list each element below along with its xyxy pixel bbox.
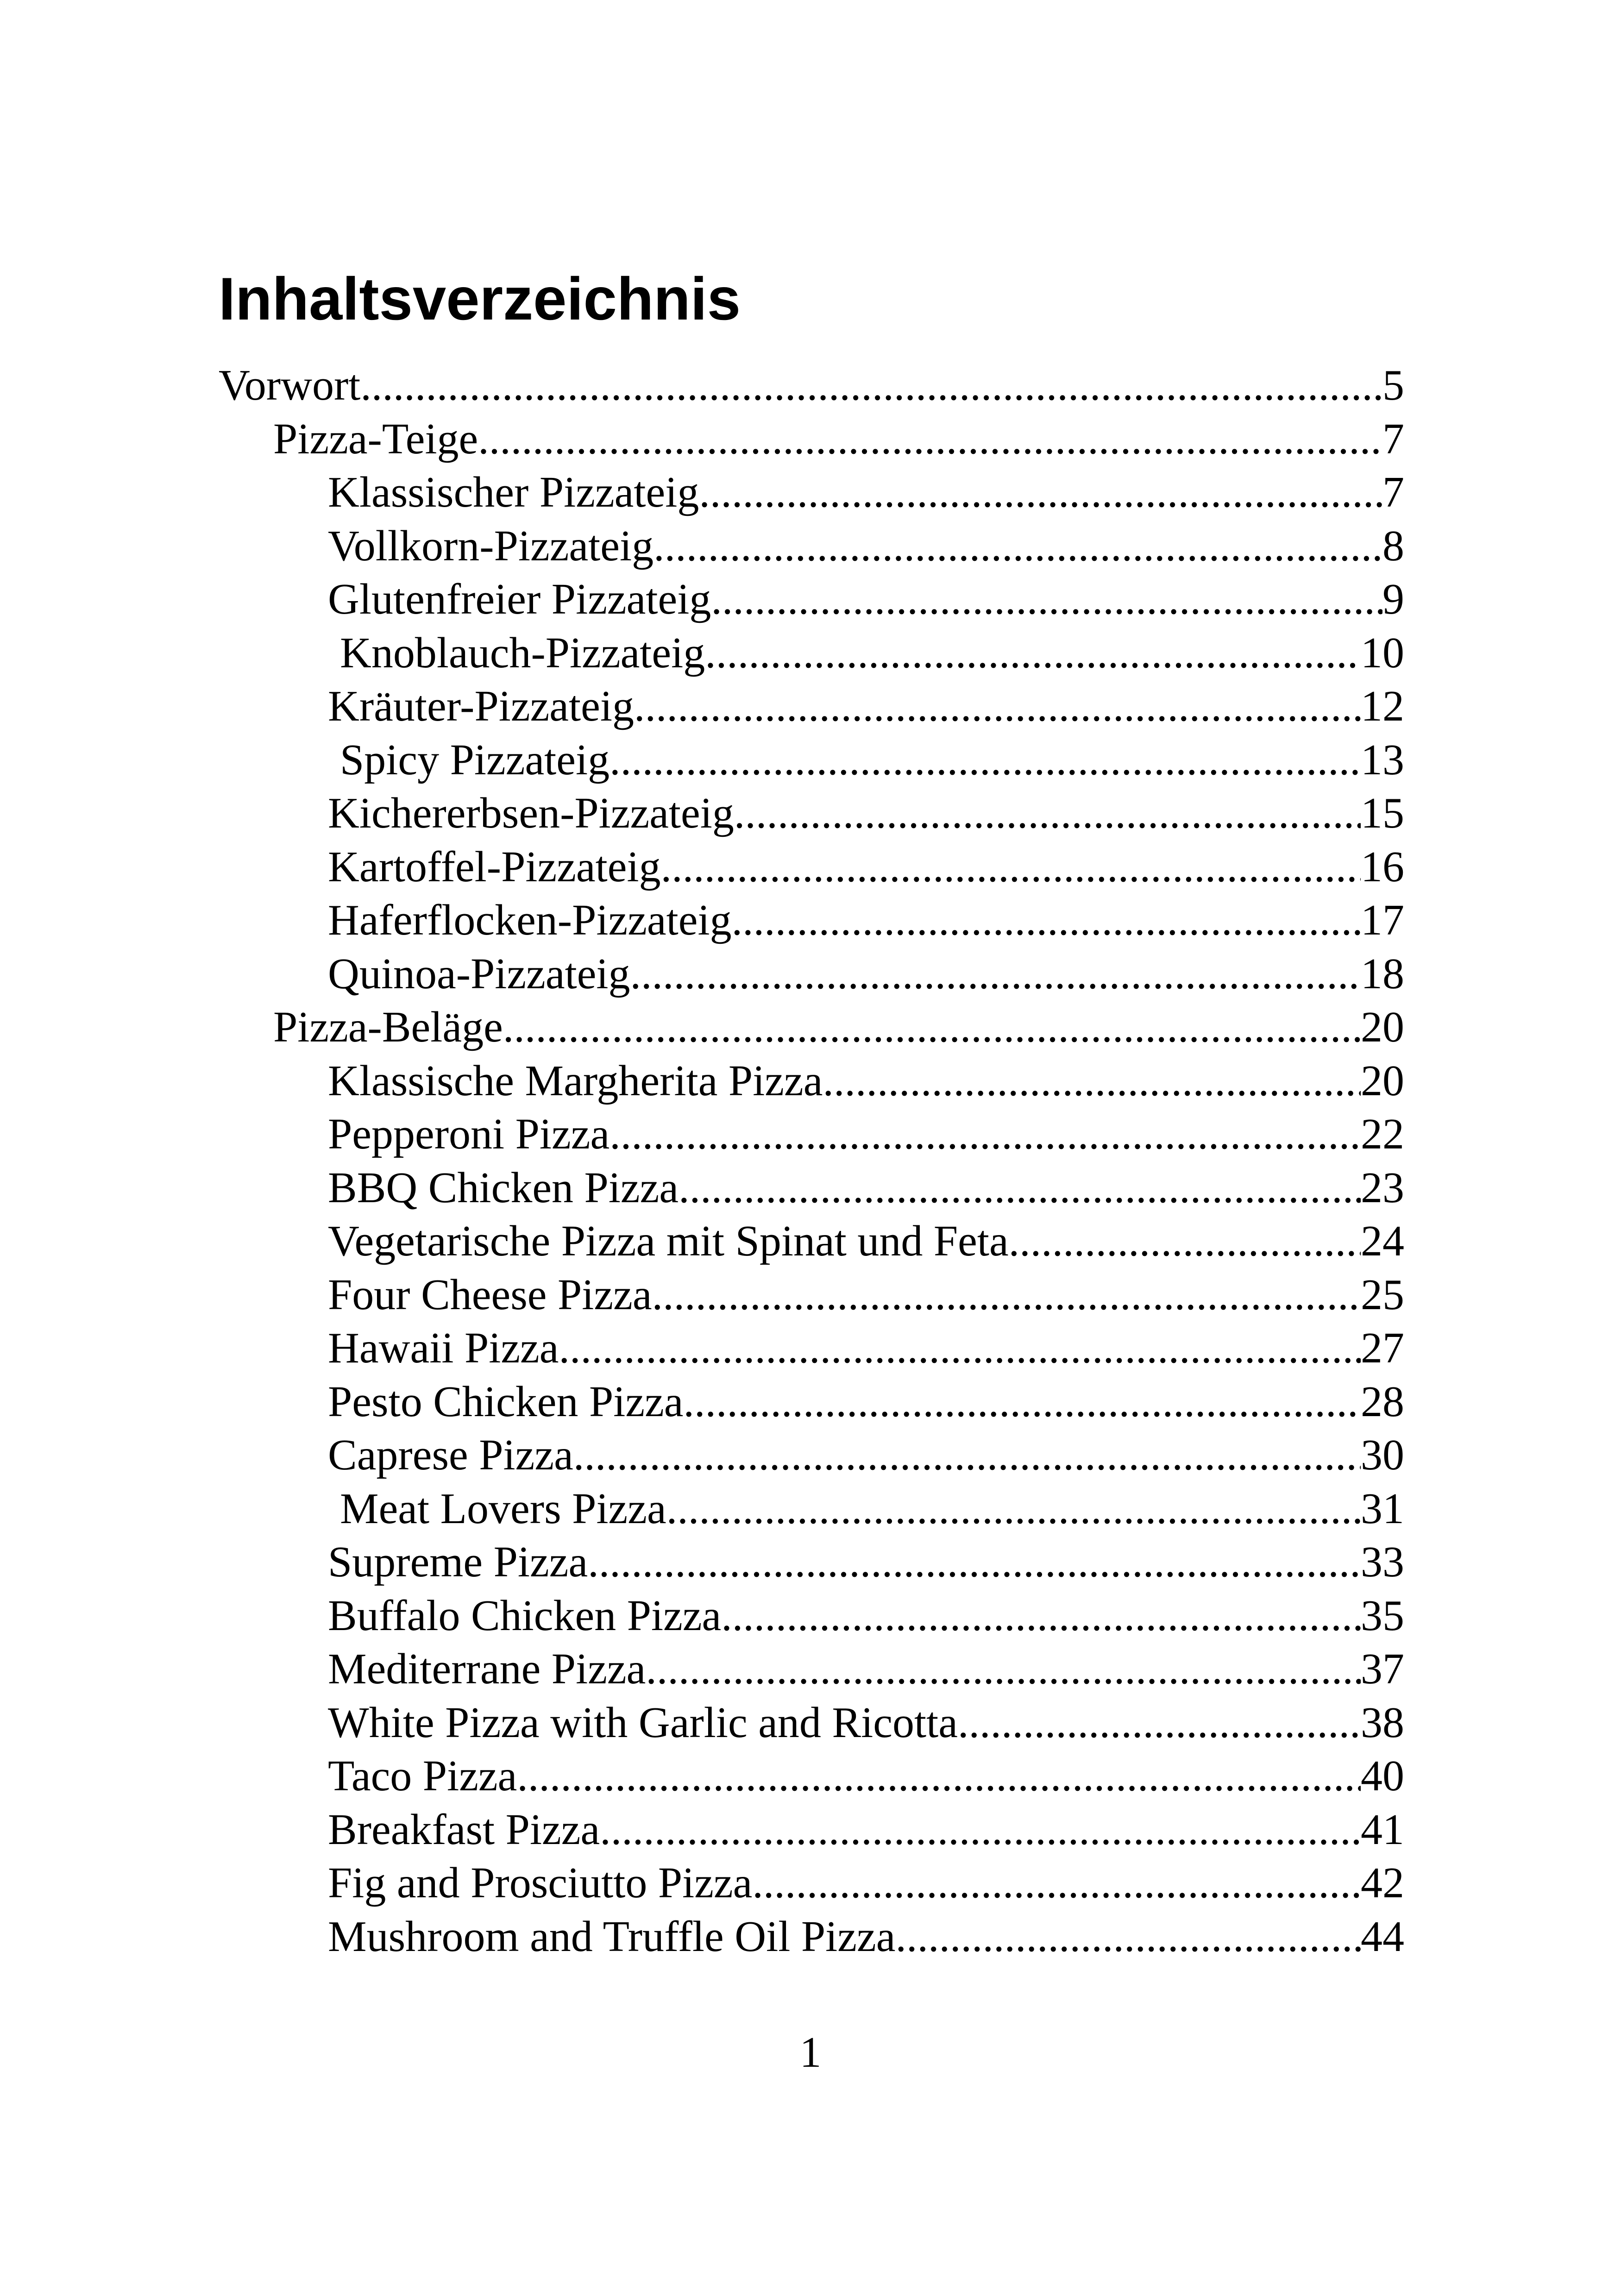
toc-entry-label: Buffalo Chicken Pizza <box>328 1591 722 1640</box>
toc-entry-label: Pepperoni Pizza <box>328 1110 610 1158</box>
toc-entry-page-number: 18 <box>1361 949 1404 998</box>
toc-entry-label: BBQ Chicken Pizza <box>328 1163 679 1212</box>
toc-entry[interactable] <box>219 1803 1404 1857</box>
toc-dot-leader <box>600 1803 1361 1857</box>
toc-entry-label: Mushroom and Truffle Oil Pizza <box>328 1912 896 1961</box>
toc-entry-page-number: 8 <box>1382 521 1404 570</box>
toc-entry-label: Four Cheese Pizza <box>328 1270 652 1319</box>
toc-entry-page-number: 37 <box>1361 1645 1404 1693</box>
page-number: 1 <box>799 2028 822 2076</box>
toc-entry-page-number: 9 <box>1382 575 1404 623</box>
toc-entry-page-number: 28 <box>1361 1377 1404 1426</box>
toc-dot-leader <box>478 413 1382 466</box>
toc-entry-label: Pizza-Teige <box>273 414 478 463</box>
toc-entry[interactable] <box>219 1589 1404 1643</box>
toc-dot-leader <box>634 680 1361 734</box>
toc-entry-label: Kichererbsen-Pizzateig <box>328 789 734 837</box>
toc-entry-page-number: 25 <box>1361 1270 1404 1319</box>
toc-entry-label: Vollkorn-Pizzateig <box>328 521 654 570</box>
toc-dot-leader <box>630 947 1361 1001</box>
toc-entry[interactable] <box>219 734 1404 787</box>
toc-entry-page-number: 10 <box>1361 628 1404 677</box>
toc-entry-label: Hawaii Pizza <box>328 1324 559 1372</box>
toc-entry[interactable] <box>219 1375 1404 1429</box>
toc-entry-page-number: 40 <box>1361 1752 1404 1800</box>
toc-entry-label: Meat Lovers Pizza <box>340 1484 666 1533</box>
toc-entry[interactable] <box>219 1322 1404 1375</box>
toc-dot-leader <box>752 1857 1361 1910</box>
toc-entry[interactable] <box>219 1108 1404 1161</box>
toc-entry[interactable] <box>219 359 1404 413</box>
toc-entry[interactable] <box>219 1054 1404 1108</box>
toc-entry-page-number: 20 <box>1361 1003 1404 1051</box>
toc-dot-leader <box>661 841 1361 894</box>
toc-entry[interactable] <box>219 520 1404 573</box>
toc-entry[interactable] <box>219 1750 1404 1803</box>
toc-entry-page-number: 22 <box>1361 1110 1404 1158</box>
toc-entry[interactable] <box>219 787 1404 841</box>
toc-entry-page-number: 35 <box>1361 1591 1404 1640</box>
toc-entry[interactable] <box>219 1643 1404 1696</box>
toc-dot-leader <box>823 1054 1361 1108</box>
toc-entry[interactable] <box>219 1215 1404 1268</box>
toc-entry-page-number: 42 <box>1361 1859 1404 1907</box>
toc-dot-leader <box>679 1161 1361 1215</box>
toc-entry-page-number: 12 <box>1361 682 1404 730</box>
toc-entry-page-number: 17 <box>1361 896 1404 944</box>
toc-entry[interactable] <box>219 1161 1404 1215</box>
toc-entry-label: Pizza-Beläge <box>273 1003 503 1051</box>
toc-entry-page-number: 30 <box>1361 1431 1404 1479</box>
toc-entry-label: Taco Pizza <box>328 1752 517 1800</box>
toc-dot-leader <box>705 627 1361 680</box>
toc-dot-leader <box>609 734 1361 787</box>
toc-entry-label: Glutenfreier Pizzateig <box>328 575 711 623</box>
toc-entry-label: Mediterrane Pizza <box>328 1645 646 1693</box>
toc-entry[interactable] <box>219 1857 1404 1910</box>
toc-entry-label: Pesto Chicken Pizza <box>328 1377 684 1426</box>
toc-entry-page-number: 5 <box>1382 361 1404 409</box>
toc-entry[interactable] <box>219 894 1404 947</box>
toc-entry-label: Klassische Margherita Pizza <box>328 1056 823 1105</box>
toc-entry-label: Fig and Prosciutto Pizza <box>328 1859 753 1907</box>
toc-entry-label: Kartoffel-Pizzateig <box>328 842 661 891</box>
toc-entry-page-number: 24 <box>1361 1217 1404 1265</box>
toc-entry-page-number: 13 <box>1361 735 1404 784</box>
toc-entry-label: Caprese Pizza <box>328 1431 573 1479</box>
toc-entry-page-number: 27 <box>1361 1324 1404 1372</box>
toc-entry-label: Vorwort <box>219 361 361 409</box>
toc-entry[interactable] <box>219 1910 1404 1964</box>
toc-entry[interactable] <box>219 1536 1404 1589</box>
toc-entry-page-number: 7 <box>1382 414 1404 463</box>
toc-dot-leader <box>684 1375 1361 1429</box>
toc-entry-label: Haferflocken-Pizzateig <box>328 896 732 944</box>
toc-dot-leader <box>588 1536 1361 1589</box>
toc-entry[interactable] <box>219 627 1404 680</box>
toc-entry[interactable] <box>219 1001 1404 1054</box>
toc-entry[interactable] <box>219 1696 1404 1750</box>
toc-entry-page-number: 41 <box>1361 1805 1404 1854</box>
toc-dot-leader <box>360 359 1382 413</box>
toc-dot-leader <box>699 466 1382 520</box>
page-title: Inhaltsverzeichnis <box>219 265 741 332</box>
toc-entry[interactable] <box>219 841 1404 894</box>
toc-entry-page-number: 38 <box>1361 1698 1404 1747</box>
toc-entry-page-number: 33 <box>1361 1538 1404 1586</box>
toc-entry-label: Breakfast Pizza <box>328 1805 600 1854</box>
toc-entry-label: Knoblauch-Pizzateig <box>340 628 705 677</box>
toc-entry[interactable] <box>219 466 1404 520</box>
toc-entry-label: Vegetarische Pizza mit Spinat und Feta <box>328 1217 1009 1265</box>
toc-entry[interactable] <box>219 1429 1404 1482</box>
toc-dot-leader <box>573 1429 1361 1482</box>
toc-entry[interactable] <box>219 573 1404 627</box>
toc-entry[interactable] <box>219 947 1404 1001</box>
toc-dot-leader <box>609 1108 1361 1161</box>
toc-dot-leader <box>652 1268 1361 1322</box>
toc-dot-leader <box>958 1696 1361 1750</box>
toc-entry-label: Supreme Pizza <box>328 1538 588 1586</box>
toc-dot-leader <box>503 1001 1361 1054</box>
table-of-contents <box>219 359 1404 1964</box>
toc-dot-leader <box>666 1482 1361 1536</box>
toc-entry-page-number: 23 <box>1361 1163 1404 1212</box>
toc-dot-leader <box>646 1643 1361 1696</box>
toc-entry[interactable] <box>219 413 1404 466</box>
toc-entry[interactable] <box>219 680 1404 734</box>
toc-entry-page-number: 7 <box>1382 468 1404 516</box>
toc-entry-label: Klassischer Pizzateig <box>328 468 699 516</box>
toc-dot-leader <box>653 520 1382 573</box>
toc-entry-page-number: 16 <box>1361 842 1404 891</box>
toc-entry[interactable] <box>219 1482 1404 1536</box>
toc-entry-page-number: 20 <box>1361 1056 1404 1105</box>
toc-dot-leader <box>732 894 1361 947</box>
toc-entry[interactable] <box>219 1268 1404 1322</box>
toc-entry-page-number: 31 <box>1361 1484 1404 1533</box>
toc-entry-page-number: 44 <box>1361 1912 1404 1961</box>
toc-dot-leader <box>734 787 1361 841</box>
toc-entry-label: White Pizza with Garlic and Ricotta <box>328 1698 958 1747</box>
toc-dot-leader <box>559 1322 1361 1375</box>
toc-entry-label: Quinoa-Pizzateig <box>328 949 630 998</box>
toc-dot-leader <box>711 573 1382 627</box>
toc-dot-leader <box>895 1910 1361 1964</box>
toc-entry-label: Spicy Pizzateig <box>340 735 610 784</box>
toc-dot-leader <box>721 1589 1361 1643</box>
toc-dot-leader <box>517 1750 1361 1803</box>
toc-entry-page-number: 15 <box>1361 789 1404 837</box>
toc-entry-label: Kräuter-Pizzateig <box>328 682 634 730</box>
toc-dot-leader <box>1009 1215 1361 1268</box>
